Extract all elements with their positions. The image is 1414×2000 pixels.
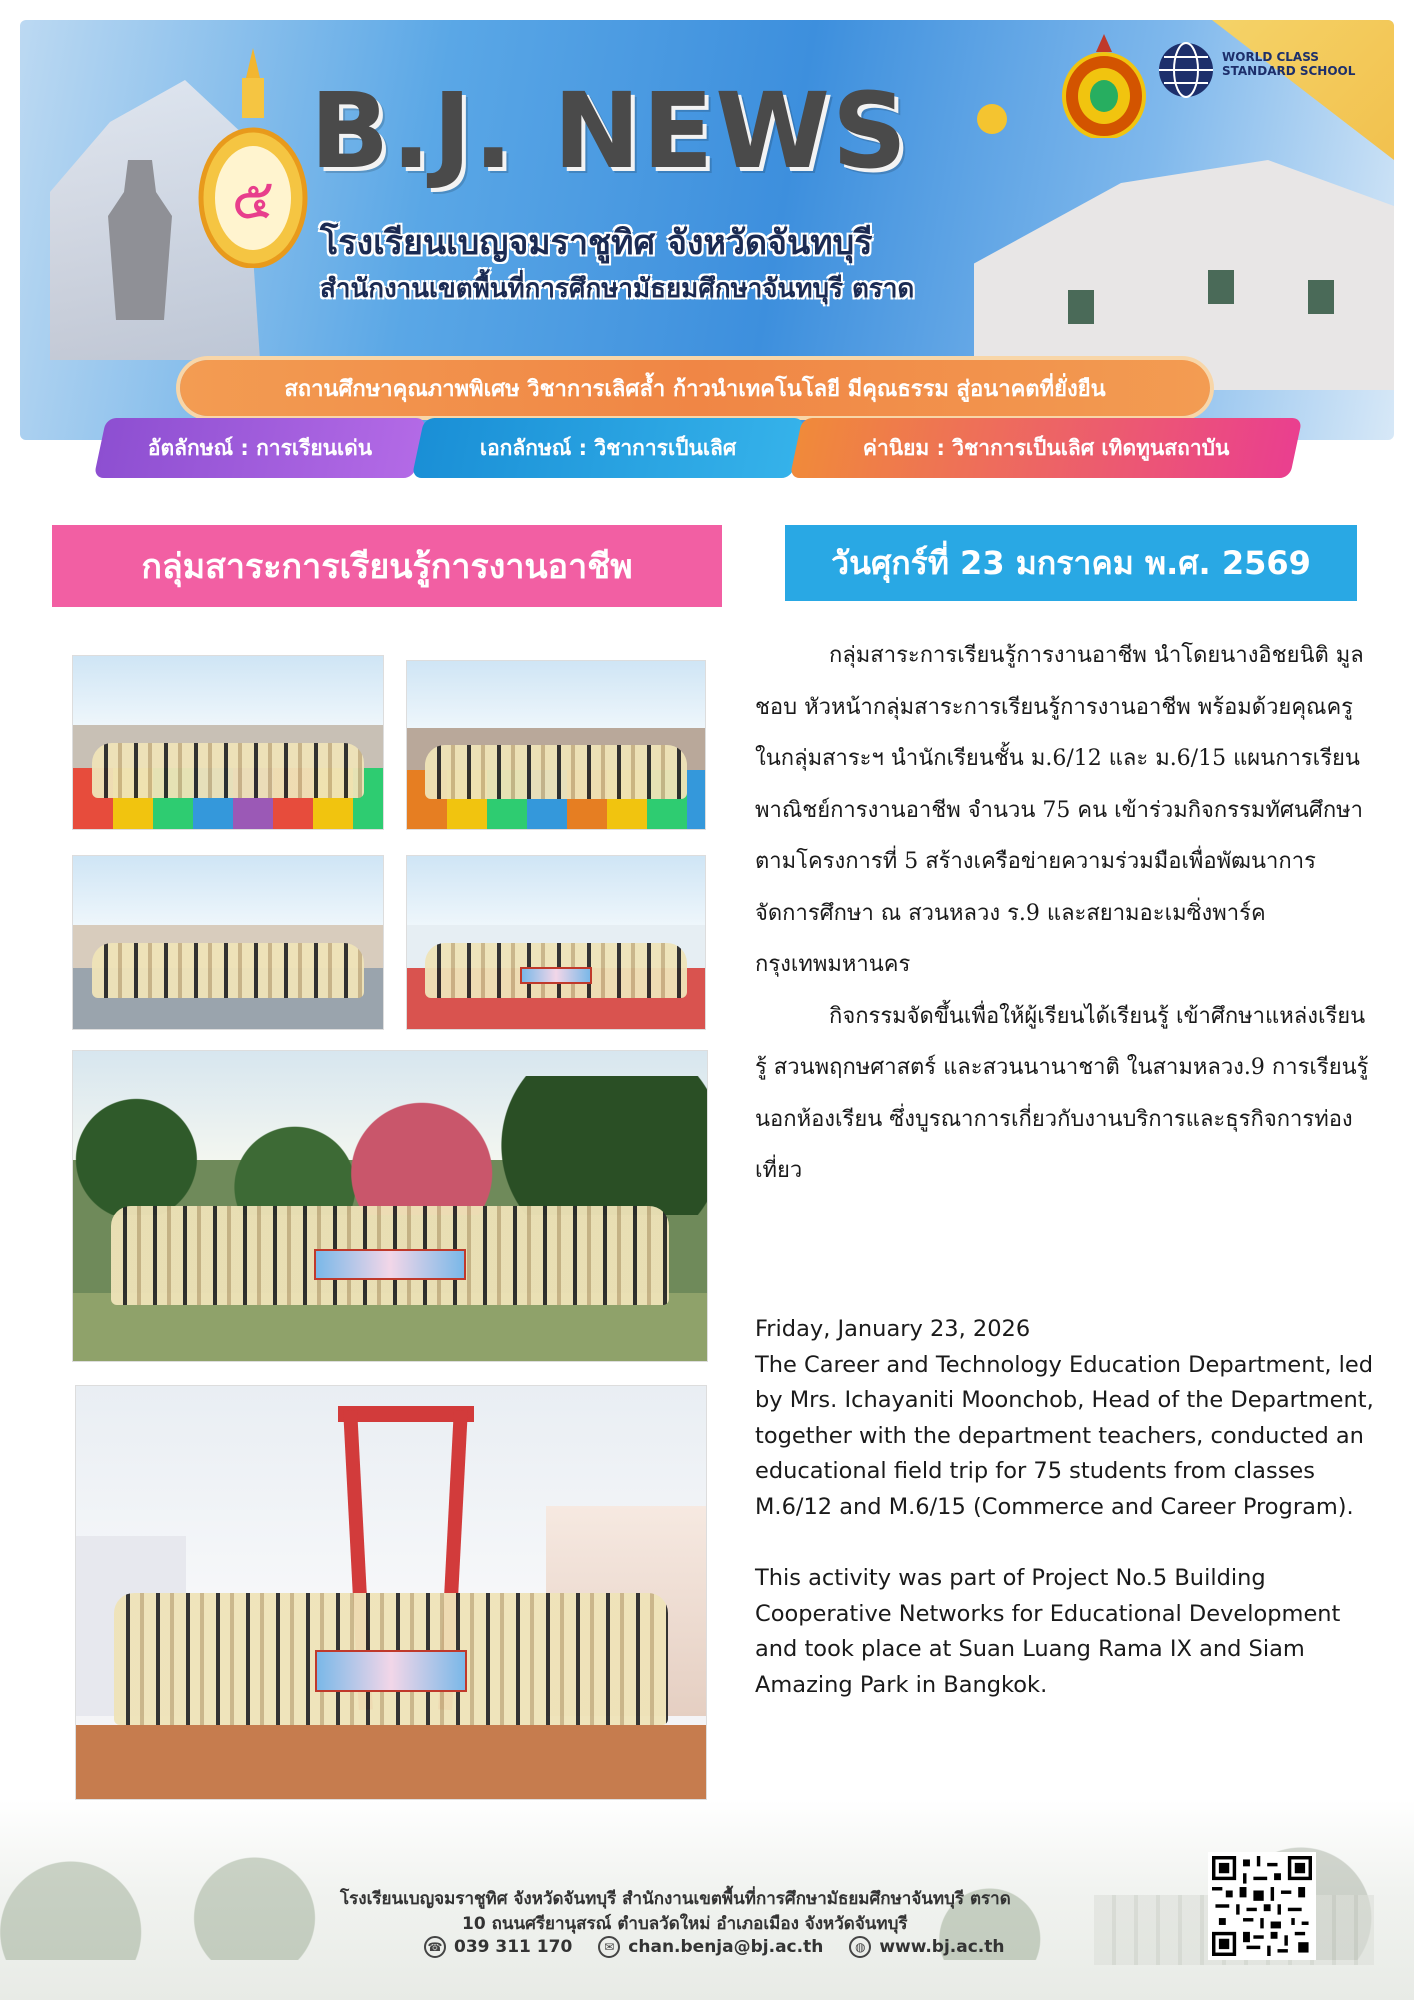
values-badge-text: ค่านิยม : วิชาการเป็นเลิศ เทิดทูนสถาบัน xyxy=(862,435,1230,460)
world-class-text xyxy=(1222,50,1355,78)
footer-contacts xyxy=(424,1936,1005,1958)
date-title: วันศุกร์ที่ 23 มกราคม พ.ศ. 2569 xyxy=(785,525,1357,601)
globe-icon: ◍ xyxy=(849,1936,871,1958)
window-decoration xyxy=(1208,270,1234,304)
photo-sky xyxy=(73,656,383,725)
english-paragraph-2: This activity was part of Project No.5 Building Cooperative Networks for Educational Development and took place at Suan Luang Rama IX and Siam Amazing Park in Bangkok. xyxy=(755,1565,1341,1698)
group-photo-giant-swing xyxy=(75,1385,707,1800)
english-paragraph-1: The Career and Technology Education Department, led by Mrs. Ichayaniti Moonchob, Head of the Department, together with the department teachers, conducted an educational field trip for 75 students from classes M.6/12 and M.6/15 (Commerce and Career Program). xyxy=(755,1351,1374,1520)
activity-photo-3 xyxy=(72,855,384,1030)
uniqueness-badge-text: เอกลักษณ์ : วิชาการเป็นเลิศ xyxy=(479,435,737,460)
school-emblem-logo xyxy=(198,48,308,268)
uniqueness-badge xyxy=(412,418,805,478)
photo-banner xyxy=(315,1650,466,1691)
activity-photo-1 xyxy=(72,655,384,830)
svg-text:๕: ๕ xyxy=(231,167,275,232)
school-name: โรงเรียนเบญจมราชูทิศ จังหวัดจันทบุรี xyxy=(320,223,873,263)
website-link[interactable]: www.bj.ac.th xyxy=(879,1937,1005,1957)
email-address[interactable]: chan.benja@bj.ac.th xyxy=(628,1937,824,1957)
phone-contact xyxy=(424,1936,572,1958)
photo-students xyxy=(92,943,365,998)
email-icon: ✉ xyxy=(598,1936,620,1958)
photo-sky xyxy=(73,856,383,925)
department-title: กลุ่มสาระการเรียนรู้การงานอาชีพ xyxy=(52,525,722,607)
footer-school-info: โรงเรียนเบญจมราชูทิศ จังหวัดจันทบุรี สำนักงานเขตพื้นที่การศึกษามัธยมศึกษาจันทบุรี ตราด xyxy=(340,1889,1011,1909)
globe-icon xyxy=(1156,40,1216,100)
header-banner xyxy=(20,20,1394,440)
window-decoration xyxy=(1308,280,1334,314)
thai-paragraph-1: กลุ่มสาระการเรียนรู้การงานอาชีพ นำโดยนางอิชยนิติ มูลชอบ หัวหน้ากลุ่มสาระการเรียนรู้การงานอาชีพ พร้อมด้วยคุณครูในกลุ่มสาระฯ นำนักเรียนชั้น ม.6/12 และ ม.6/15 แผนการเรียนพาณิชย์การงานอาชีพ จำนวน 75 คน เข้าร่วมกิจกรรมทัศนศึกษา ตามโครงการที่ 5 สร้างเครือข่ายความร่วมมือเพื่อพัฒนาการจัดการศึกษา ณ สวนหลวง ร.9 และสยามอะเมซิ่งพาร์ค กรุงเทพมหานคร xyxy=(755,643,1364,977)
photo-sky xyxy=(407,856,705,925)
email-contact[interactable] xyxy=(598,1936,823,1958)
photo-students xyxy=(425,745,687,799)
thai-paragraph-2: กิจกรรมจัดขึ้นเพื่อให้ผู้เรียนได้เรียนรู้ เข้าศึกษาแหล่งเรียนรู้ สวนพฤกษศาสตร์ และสวนนานาชาติ ในสามหลวง.9 การเรียนรู้นอกห้องเรียน ซึ่งบูรณาการเกี่ยวกับงานบริการและธุรกิจการท่องเที่ยว xyxy=(755,1003,1369,1183)
building-illustration xyxy=(974,160,1394,390)
phone-icon: ☎ xyxy=(424,1936,446,1958)
education-office-name: สำนักงานเขตพื้นที่การศึกษามัธยมศึกษาจันทบุรี ตราด xyxy=(320,274,915,304)
sun-decoration xyxy=(977,104,1007,134)
wcs-line-1: WORLD CLASS xyxy=(1222,50,1319,64)
english-date: Friday, January 23, 2026 xyxy=(755,1316,1031,1342)
phone-number: 039 311 170 xyxy=(454,1937,573,1957)
thai-article xyxy=(755,630,1375,1197)
photo-banner xyxy=(520,967,592,984)
footer-address: 10 ถนนศรียานุสรณ์ ตำบลวัดใหม่ อำเภอเมือง จังหวัดจันทบุรี xyxy=(462,1914,908,1934)
ministry-seal-logo xyxy=(1062,34,1146,138)
qr-code[interactable] xyxy=(1208,1852,1316,1960)
identity-badge xyxy=(94,418,427,478)
group-photo-garden xyxy=(72,1050,708,1362)
motto-bar xyxy=(180,360,1210,416)
website-contact[interactable] xyxy=(849,1936,1004,1958)
photo-students xyxy=(92,743,365,798)
photo-banner xyxy=(314,1249,466,1280)
motto-text: สถานศึกษาคุณภาพพิเศษ วิชาการเลิศล้ำ ก้าวนำเทคโนโลยี มีคุณธรรม สู่อนาคตที่ยั่งยืน xyxy=(284,376,1106,402)
identity-badge-text: อัตลักษณ์ : การเรียนเด่น xyxy=(147,435,373,460)
activity-photo-2 xyxy=(406,660,706,830)
activity-photo-4 xyxy=(406,855,706,1030)
world-class-standard-school-logo xyxy=(1156,40,1356,110)
window-decoration xyxy=(1068,290,1094,324)
newsletter-title: B.J. NEWS xyxy=(310,70,909,192)
english-article xyxy=(755,1312,1385,1739)
wcs-line-2: STANDARD SCHOOL xyxy=(1222,64,1356,78)
photo-ground xyxy=(76,1725,706,1799)
photo-trees xyxy=(73,1076,707,1216)
photo-sky xyxy=(407,661,705,728)
values-badge xyxy=(790,418,1303,478)
